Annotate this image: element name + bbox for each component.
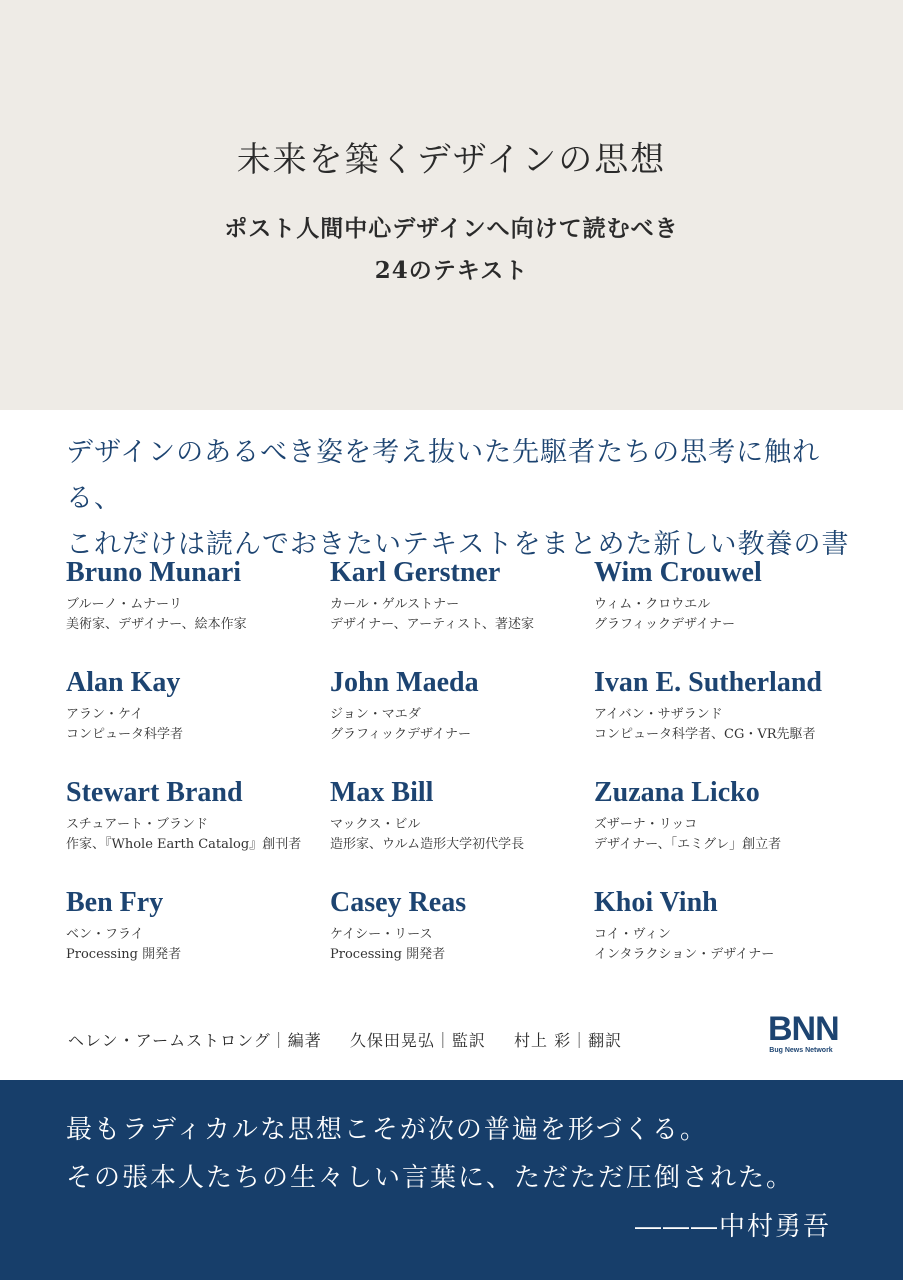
quote-line-1: 最もラディカルな思想こそが次の普遍を形づくる。 [66, 1115, 708, 1145]
credits-line [68, 1028, 644, 1051]
logo-wordmark: BNN [768, 1010, 839, 1048]
author-name: Casey Reas [330, 887, 467, 918]
author-grid [66, 555, 886, 995]
book-title: 未来を築くデザインの思想 [236, 140, 667, 180]
author-name: Zuzana Licko [594, 777, 760, 808]
author-name: Stewart Brand [66, 777, 243, 808]
credit-translator: 村上 彩｜翻訳 [514, 1031, 623, 1050]
author-kana: ブルーノ・ムナーリ [66, 597, 182, 612]
credit-editor: ヘレン・アームストロング｜編著 [68, 1031, 322, 1050]
author-role: Processing 開発者 [66, 947, 182, 962]
author-entry [594, 555, 864, 665]
author-name: Ben Fry [66, 887, 164, 918]
author-name: John Maeda [330, 667, 479, 698]
author-kana: ウィム・クロウエル [594, 597, 711, 612]
author-name: Wim Crouwel [594, 557, 762, 588]
author-kana: マックス・ビル [330, 817, 421, 832]
tagline-line-1: デザインのあるべき姿を考え抜いた先駆者たちの思考に触れる、 [66, 437, 821, 514]
quote-line-2: その張本人たちの生々しい言葉に、ただただ圧倒された。 [66, 1163, 795, 1193]
author-entry [66, 555, 330, 665]
author-role: コンピュータ科学者、CG・VR先駆者 [594, 727, 816, 742]
author-entry [594, 665, 864, 775]
publisher-logo [768, 1010, 839, 1055]
author-role: グラフィックデザイナー [330, 727, 472, 742]
author-role: インタラクション・デザイナー [594, 947, 775, 962]
author-kana: コイ・ヴィン [594, 927, 671, 942]
author-role: デザイナー、アーティスト、著述家 [330, 617, 534, 632]
author-entry [330, 775, 594, 885]
author-entry [330, 555, 594, 665]
author-name: Bruno Munari [66, 557, 242, 588]
author-kana: アイバン・サザランド [594, 707, 723, 722]
author-role: 作家、『Whole Earth Catalog』創刊者 [66, 837, 302, 852]
author-role: グラフィックデザイナー [594, 617, 736, 632]
author-kana: ケイシー・リース [330, 927, 433, 942]
author-role: 美術家、デザイナー、絵本作家 [66, 617, 247, 632]
tagline-line-2: これだけは読んでおきたいテキストをまとめた新しい教養の書 [66, 529, 850, 560]
author-entry [330, 665, 594, 775]
author-kana: ジョン・マエダ [330, 707, 421, 722]
author-entry [66, 885, 330, 995]
author-kana: スチュアート・ブランド [66, 817, 208, 832]
author-kana: ズザーナ・リッコ [594, 817, 698, 832]
author-entry [66, 665, 330, 775]
author-name: Karl Gerstner [330, 557, 501, 588]
book-subtitle [0, 208, 903, 292]
author-role: 造形家、ウルム造形大学初代学長 [330, 837, 525, 852]
author-entry [330, 885, 594, 995]
logo-subtext: Bug News Network [769, 1047, 833, 1054]
author-role: デザイナー、「エミグレ」創立者 [594, 837, 782, 852]
subtitle-line-1: ポスト人間中心デザインへ向けて読むべき [224, 215, 679, 242]
author-name: Ivan E. Sutherland [594, 667, 822, 698]
author-kana: カール・ゲルストナー [330, 597, 460, 612]
quote-text [66, 1106, 866, 1202]
author-kana: アラン・ケイ [66, 707, 144, 722]
author-entry [594, 885, 864, 995]
credit-supervisor: 久保田晃弘｜監訳 [349, 1031, 486, 1050]
author-name: Alan Kay [66, 667, 181, 698]
tagline [66, 430, 866, 568]
author-entry [594, 775, 864, 885]
quote-panel [0, 1080, 903, 1280]
author-kana: ベン・フライ [66, 927, 144, 942]
author-name: Khoi Vinh [594, 887, 718, 918]
author-entry [66, 775, 330, 885]
quote-attribution: ―――中村勇吾 [634, 1212, 831, 1242]
subtitle-line-2: 24のテキスト [374, 257, 529, 284]
header-panel [0, 0, 903, 410]
author-role: Processing 開発者 [330, 947, 446, 962]
author-role: コンピュータ科学者 [66, 727, 184, 742]
author-name: Max Bill [330, 777, 434, 808]
